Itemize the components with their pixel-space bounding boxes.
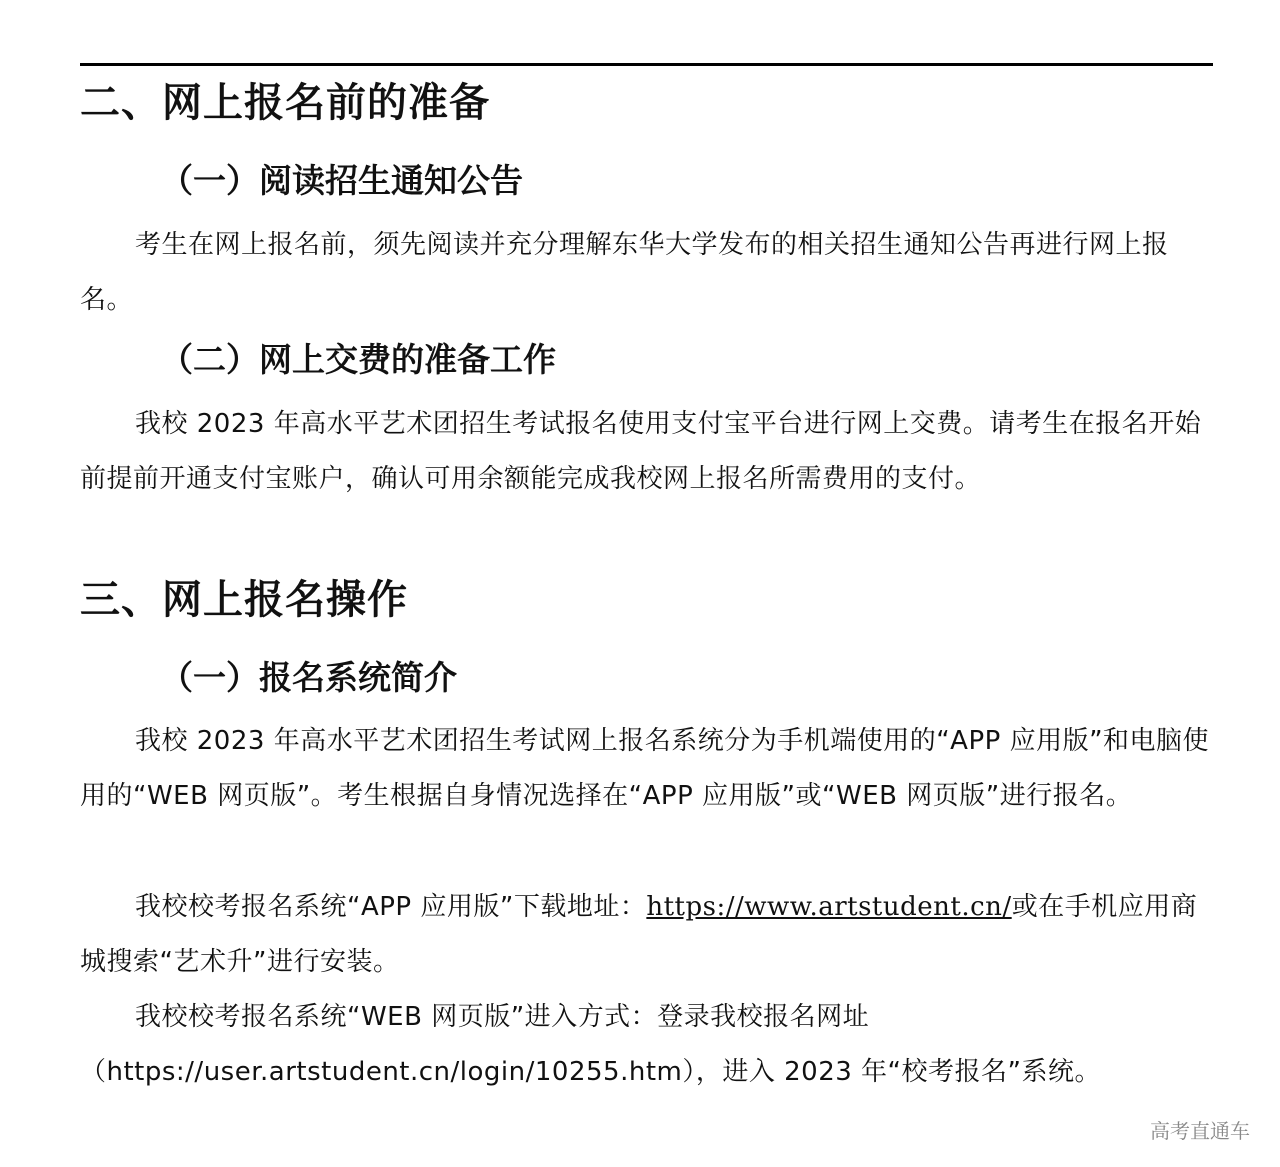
section-2-2-paragraph: 我校 2023 年高水平艺术团招生考试报名使用支付宝平台进行网上交费。请考生在报名开始前提前开通支付宝账户，确认可用余额能完成我校网上报名所需费用的支付。 (80, 409, 1202, 494)
section-3-1-heading: （一）报名系统简介 (160, 658, 457, 697)
app-download-link[interactable]: https://www.artstudent.cn/ (646, 892, 1012, 922)
section-3-1-paragraph-1: 我校 2023 年高水平艺术团招生考试网上报名系统分为手机端使用的“APP 应用版”和电脑使用的“WEB 网页版”。考生根据自身情况选择在“APP 应用版”或“WEB 网页版”进行报名。 (80, 726, 1210, 811)
watermark: 高考直通车 (1150, 1119, 1250, 1143)
web-login-url-line: （https://user.artstudent.cn/login/10255.htm），进入 2023 年“校考报名”系统。 (80, 1057, 1101, 1087)
section-3-1-paragraph-2 (80, 880, 1210, 990)
section-2-1-heading: （一）阅读招生通知公告 (160, 161, 523, 200)
section-2-1-paragraph: 考生在网上报名前，须先阅读并充分理解东华大学发布的相关招生通知公告再进行网上报名。 (80, 230, 1169, 315)
app-download-text: 我校校考报名系统“APP 应用版”下载地址： (135, 892, 647, 922)
app-store-text: 或在手机应用商城搜索“艺术升”进行安装。 (80, 892, 1198, 977)
section-2-2-heading: （二）网上交费的准备工作 (160, 340, 556, 379)
top-rule (80, 63, 1213, 66)
section-3-1-paragraph-3: 我校校考报名系统“WEB 网页版”进入方式：登录我校报名网址 (135, 1002, 870, 1032)
section-3-heading: 三、网上报名操作 (80, 577, 408, 623)
section-2-heading: 二、网上报名前的准备 (80, 80, 490, 126)
